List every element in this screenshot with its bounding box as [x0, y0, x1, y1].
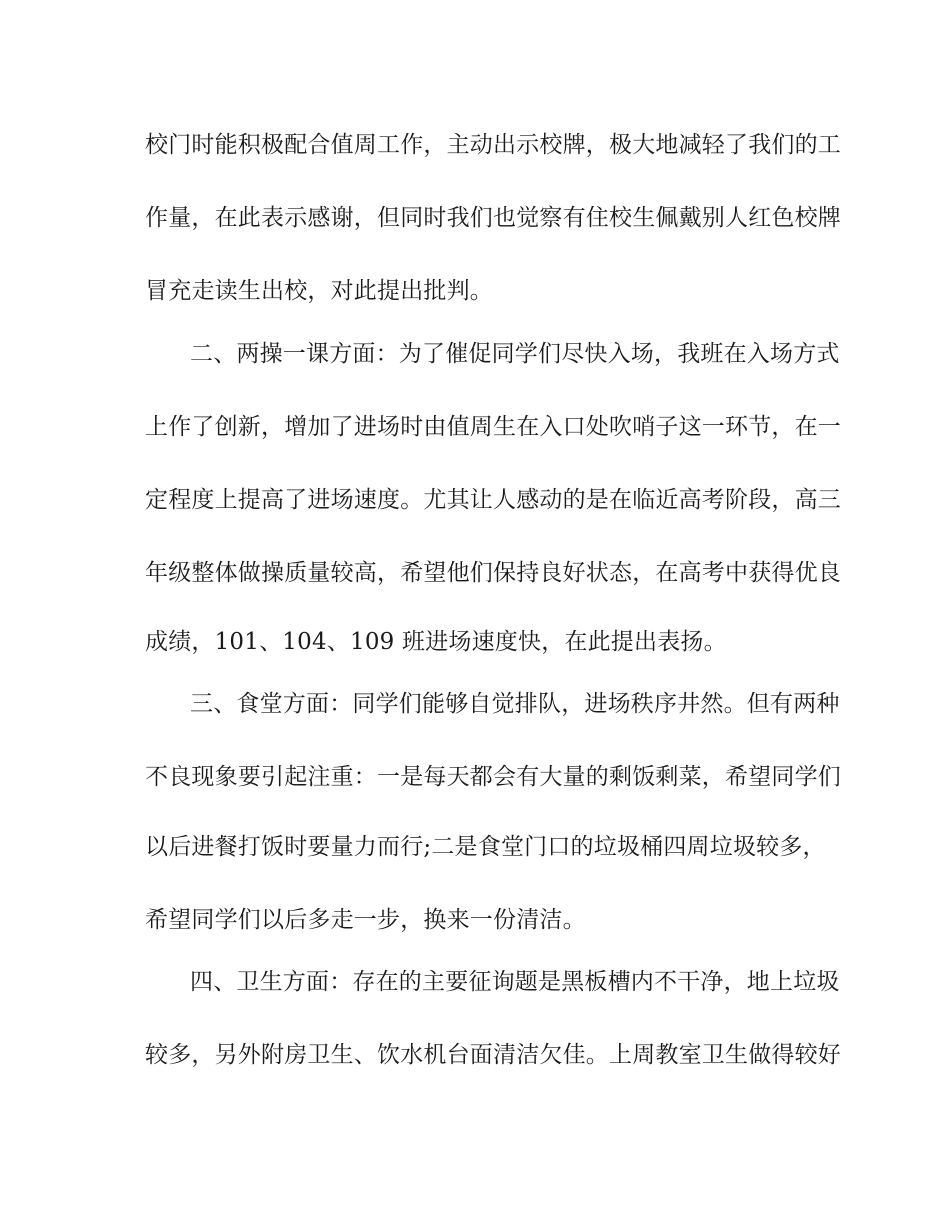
text-line: 成绩，101、104、109 班进场速度快，在此提出表扬。 — [145, 629, 727, 655]
text-line: 年级整体做操质量较高，希望他们保持良好状态，在高考中获得优良 — [145, 560, 841, 586]
paragraph-heading-line: 四、卫生方面：存在的主要征询题是黑板槽内不干净，地上垃圾 — [190, 969, 840, 995]
text-line: 希望同学们以后多走一步，换来一份清洁。 — [145, 907, 586, 933]
text-line: 定程度上提高了进场速度。尤其让人感动的是在临近高考阶段，高三 — [145, 487, 841, 513]
text-line: 不良现象要引起注重：一是每天都会有大量的剩饭剩菜，希望同学们 — [145, 764, 841, 790]
text-line: 较多，另外附房卫生、饮水机台面清洁欠佳。上周教室卫生做得较好 — [145, 1042, 841, 1068]
paragraph-heading-line: 三、食堂方面：同学们能够自觉排队，进场秩序井然。但有两种 — [190, 691, 840, 717]
text-line: 作量，在此表示感谢，但同时我们也觉察有住校生佩戴别人红色校牌 — [145, 205, 841, 231]
text-line: 以后进餐打饭时要量力而行;二是食堂门口的垃圾桶四周垃圾较多， — [145, 834, 826, 860]
text-line: 上作了创新，增加了进场时由值周生在入口处吹哨子这一环节，在一 — [145, 414, 841, 440]
text-line: 冒充走读生出校，对此提出批判。 — [145, 278, 493, 304]
paragraph-heading-line: 二、两操一课方面：为了催促同学们尽快入场，我班在入场方式 — [190, 341, 840, 367]
text-line: 校门时能积极配合值周工作，主动出示校牌，极大地减轻了我们的工 — [145, 132, 841, 158]
